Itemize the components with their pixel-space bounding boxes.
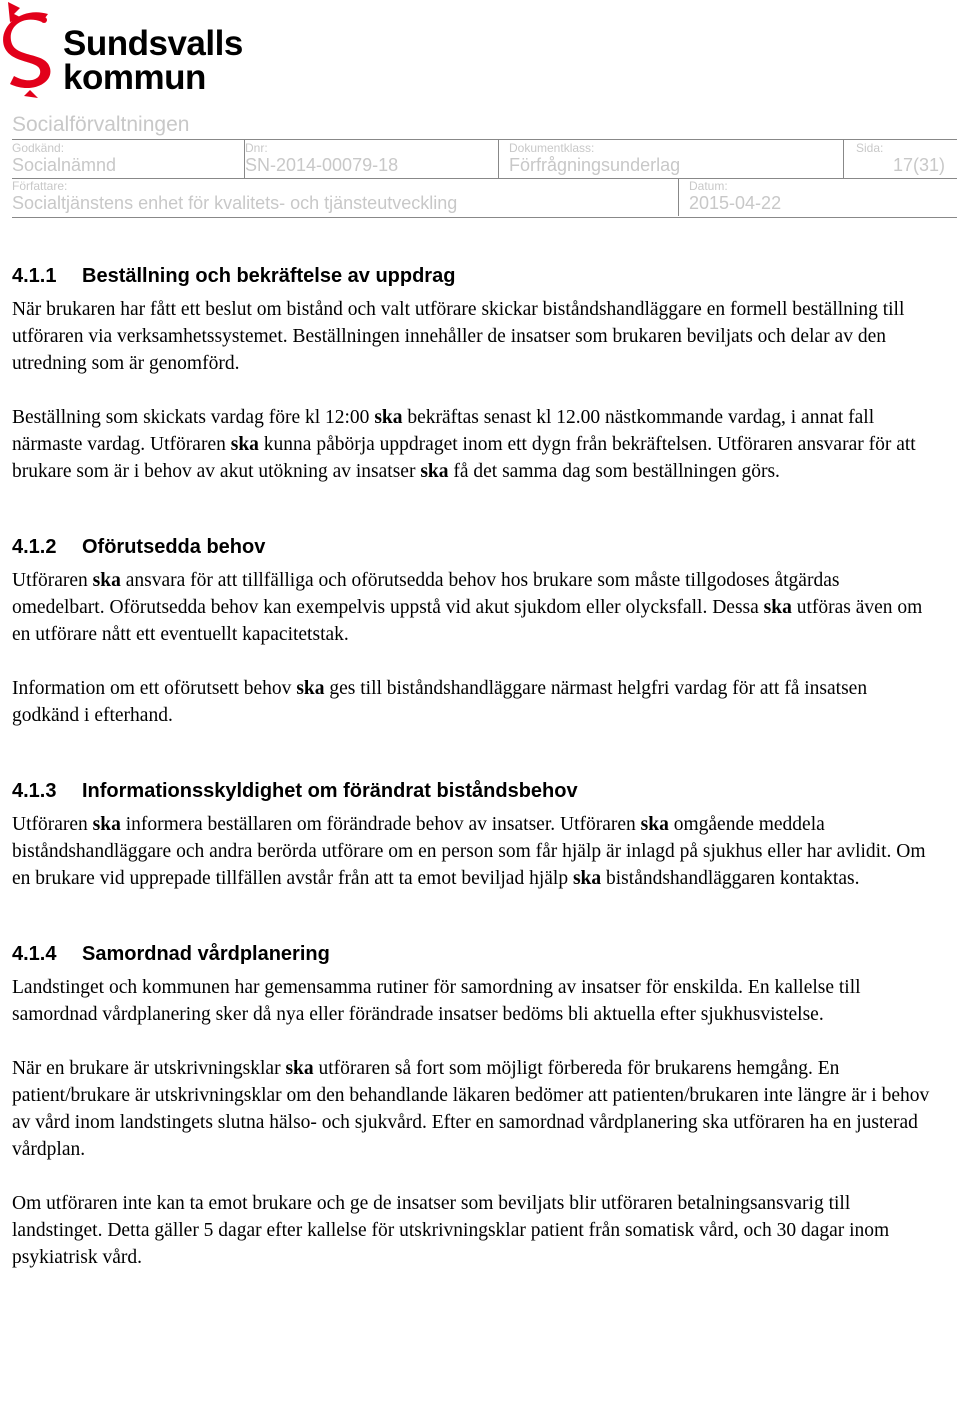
sida-label: Sida: — [856, 141, 884, 155]
datum-cell — [678, 178, 958, 216]
org-title: Socialförvaltningen — [12, 113, 190, 136]
paragraph-text: utföras även om en utförare nått ett eventuellt kapacitetstak. — [12, 597, 923, 645]
body-paragraph — [12, 974, 932, 1028]
sundsvalls-kommun-logo — [0, 0, 260, 100]
body-paragraph — [12, 296, 932, 377]
paragraph-spacer — [12, 1028, 932, 1055]
sida-value: 17(31) — [892, 155, 945, 175]
datum-value: 2015-04-22 — [689, 193, 782, 213]
forfattare-cell — [12, 178, 679, 216]
section-number: 4.1.4 — [12, 943, 57, 965]
section-title: Informationsskyldighet om förändrat biståndsbehov — [82, 780, 578, 802]
logo-wordmark — [63, 24, 243, 97]
body-paragraph — [12, 1190, 932, 1271]
paragraph-text: biståndshandläggaren kontaktas. — [601, 868, 860, 889]
section-heading — [12, 940, 932, 968]
section-title: Samordnad vårdplanering — [82, 943, 330, 965]
paragraph-text: Information om ett oförutsett behov — [12, 678, 297, 699]
section-spacer — [12, 729, 932, 777]
paragraph-text: få det samma dag som beställningen görs. — [448, 461, 780, 482]
emphasis-text: ska — [572, 868, 602, 889]
section-number: 4.1.2 — [12, 536, 57, 558]
body-paragraph — [12, 811, 932, 892]
emphasis-text: ska — [374, 407, 403, 428]
section-number: 4.1.1 — [12, 265, 57, 287]
paragraph-text: Beställning som skickats vardag före kl 12:00 — [12, 407, 375, 428]
dnr-cell — [244, 140, 499, 178]
dnr-label: Dnr: — [245, 141, 268, 155]
emphasis-text: ska — [92, 570, 121, 591]
emphasis-text: ska — [296, 678, 325, 699]
body-paragraph — [12, 1055, 932, 1163]
datum-label: Datum: — [689, 179, 728, 193]
emphasis-text: ska — [285, 1058, 314, 1079]
section-number: 4.1.3 — [12, 780, 57, 802]
emphasis-text: ska — [92, 814, 121, 835]
body-paragraph — [12, 675, 932, 729]
document-metadata-table — [12, 139, 957, 218]
metadata-row-1 — [12, 140, 957, 179]
paragraph-text: Utföraren — [12, 570, 93, 591]
paragraph-text: ges till biståndshandläggare närmast helgfri vardag för att få insatsen godkänd i efterhand. — [12, 678, 868, 726]
paragraph-text: När brukaren har fått ett beslut om bistånd och valt utförare skickar biståndshandläggare en formell beställning till utföraren via verksamhetssystemet. Beställningen innehåller de insatser som brukaren beviljats och delar av den utredning som är genomförd. — [12, 299, 905, 374]
dokumentklass-label: Dokumentklass: — [509, 141, 595, 155]
emphasis-text: ska — [420, 461, 449, 482]
logo-line-2: kommun — [63, 58, 206, 97]
section-title: Oförutsedda behov — [82, 536, 266, 558]
section-title: Beställning och bekräftelse av uppdrag — [82, 265, 456, 287]
godkand-cell — [12, 140, 245, 178]
body-paragraph — [12, 404, 932, 485]
paragraph-text: Landstinget och kommunen har gemensamma rutiner för samordning av insatser för enskilda. En kallelse till samordnad vårdplanering sker då nya eller förändrade insatser bedöms bli aktuella efter sjukhusvistelse. — [12, 977, 861, 1025]
dokumentklass-value: Förfrågningsunderlag — [509, 155, 681, 175]
dnr-value: SN-2014-00079-18 — [245, 155, 399, 175]
forfattare-label: Författare: — [12, 179, 68, 193]
paragraph-spacer — [12, 1163, 932, 1190]
metadata-row-2 — [12, 178, 957, 216]
section-heading — [12, 533, 932, 561]
sida-cell — [843, 140, 957, 178]
paragraph-text: utföraren så fort som möjligt förbereda för brukarens hemgång. En patient/brukare är utskrivningsklar om den behandlande läkaren bedömer att patienten/brukaren inte längre är i behov av vård inom landstingets slutna hälso- och sjukvård. Efter en samordnad vårdplanering ska utföraren ha en justerad vårdplan. — [12, 1058, 930, 1160]
section-heading — [12, 262, 932, 290]
godkand-value: Socialnämnd — [12, 155, 117, 175]
emphasis-text: ska — [640, 814, 669, 835]
paragraph-text: omgående meddela biståndshandläggare och andra berörda utförare om en person som får hjälp är inlagd på sjukhus eller har avlidit. Om en brukare vid upprepade tillfällen avstår från att ta emot beviljad hjälp — [12, 814, 926, 889]
paragraph-text: Om utföraren inte kan ta emot brukare och ge de insatser som beviljats blir utföraren betalningsansvarig till landstinget. Detta gäller 5 dagar efter kallelse för utskrivningsklar patient från somatisk vård, och 30 dagar inom psykiatrisk vård. — [12, 1193, 890, 1268]
paragraph-spacer — [12, 377, 932, 404]
paragraph-text: ansvara för att tillfälliga och oförutsedda behov hos brukare som måste tillgodoses åtgärdas omedelbart. Oförutsedda behov kan exempelvis uppstå vid akut sjukdom eller olycksfall. Dessa — [12, 570, 840, 618]
emphasis-text: ska — [763, 597, 792, 618]
forfattare-value: Socialtjänstens enhet för kvalitets- och tjänsteutveckling — [12, 193, 458, 213]
emphasis-text: ska — [230, 434, 259, 455]
section-spacer — [12, 892, 932, 940]
document-body — [12, 262, 932, 1271]
paragraph-text: När en brukare är utskrivningsklar — [12, 1058, 286, 1079]
dokumentklass-cell — [498, 140, 844, 178]
paragraph-text: bekräftas senast kl 12.00 nästkommande vardag, i annat fall närmaste vardag. Utföraren — [12, 407, 875, 455]
section-heading — [12, 777, 932, 805]
section-spacer — [12, 485, 932, 533]
paragraph-text: Utföraren — [12, 814, 93, 835]
body-paragraph — [12, 567, 932, 648]
logo-line-1: Sundsvalls — [63, 24, 243, 63]
paragraph-text: kunna påbörja uppdraget inom ett dygn från bekräftelsen. Utföraren ansvarar för att brukare som är i behov av akut utökning av insatser — [12, 434, 916, 482]
godkand-label: Godkänd: — [12, 141, 65, 155]
paragraph-text: informera beställaren om förändrade behov av insatser. Utföraren — [120, 814, 641, 835]
paragraph-spacer — [12, 648, 932, 675]
dragon-s-logo-icon — [0, 0, 60, 98]
